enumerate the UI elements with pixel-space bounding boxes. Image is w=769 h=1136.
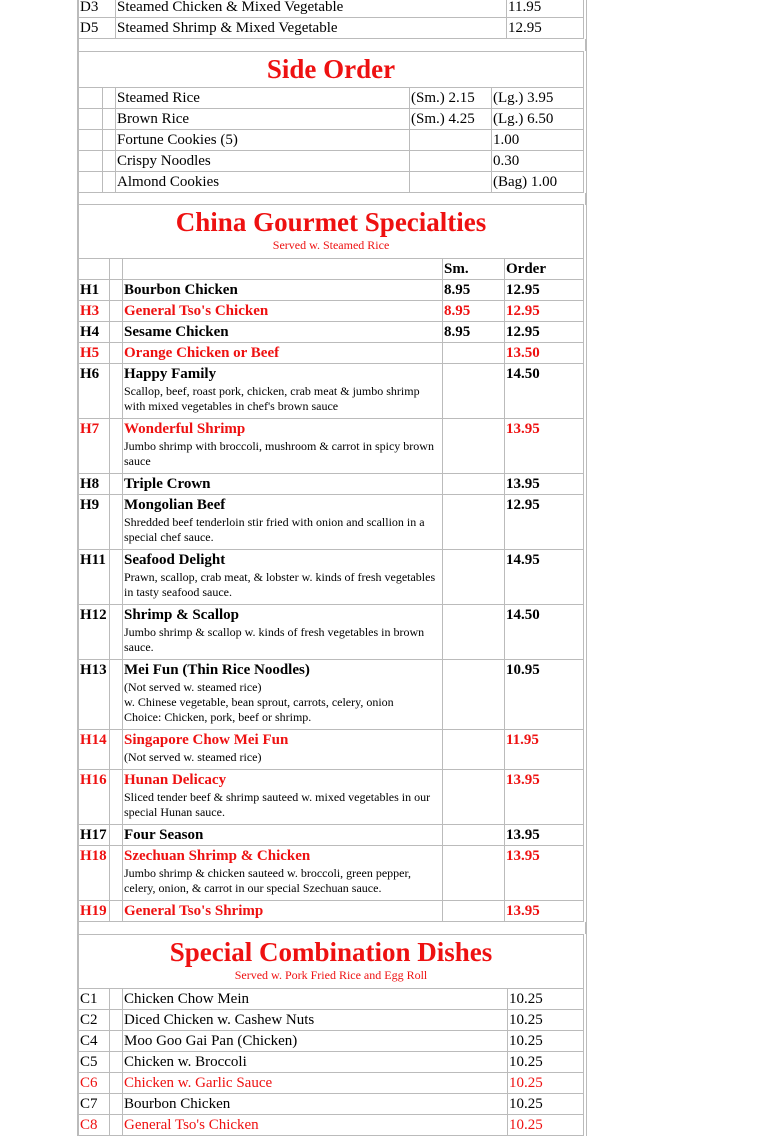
item-code: H18 xyxy=(79,846,110,901)
item-name: Hunan Delicacy xyxy=(124,772,227,788)
large-price: (Lg.) 6.50 xyxy=(492,109,584,130)
item-name: Wonderful Shrimp xyxy=(124,421,246,437)
small-price xyxy=(443,825,505,846)
large-price: 1.00 xyxy=(492,130,584,151)
item-code: C7 xyxy=(79,1094,110,1115)
specialties-table xyxy=(78,204,584,922)
item-code: H13 xyxy=(79,660,110,730)
small-price xyxy=(443,846,505,901)
blank-cell xyxy=(110,1031,123,1052)
item-code: D3 xyxy=(79,0,116,18)
blank-cell xyxy=(110,419,123,474)
specialty-row xyxy=(79,901,584,922)
specialty-row xyxy=(79,364,584,419)
blank-cell xyxy=(79,88,103,109)
order-price: 12.95 xyxy=(505,301,584,322)
item-price: 10.25 xyxy=(508,1115,584,1136)
item-name: Almond Cookies xyxy=(116,172,410,193)
item-code: H8 xyxy=(79,474,110,495)
order-price: 13.95 xyxy=(505,419,584,474)
header-sm: Sm. xyxy=(443,259,505,280)
item-code: C8 xyxy=(79,1115,110,1136)
specialties-section xyxy=(77,204,587,934)
specialty-row xyxy=(79,343,584,364)
combination-section xyxy=(77,934,587,1136)
blank-cell xyxy=(110,301,123,322)
blank-cell xyxy=(79,130,103,151)
item-name: Sesame Chicken xyxy=(124,324,229,340)
order-price: 14.50 xyxy=(505,364,584,419)
combination-row xyxy=(79,1031,584,1052)
item-price: 10.25 xyxy=(508,1094,584,1115)
small-price xyxy=(443,605,505,660)
small-price xyxy=(410,151,492,172)
item-code: C6 xyxy=(79,1073,110,1094)
blank-cell xyxy=(110,825,123,846)
item-code: H12 xyxy=(79,605,110,660)
combination-row xyxy=(79,1115,584,1136)
blank-cell xyxy=(110,322,123,343)
blank-cell xyxy=(110,660,123,730)
side-order-row xyxy=(79,172,584,193)
order-price: 13.50 xyxy=(505,343,584,364)
order-price: 13.95 xyxy=(505,770,584,825)
item-code: H3 xyxy=(79,301,110,322)
item-price: 10.25 xyxy=(508,1073,584,1094)
item-code: C1 xyxy=(79,989,110,1010)
small-price xyxy=(443,550,505,605)
header-blank xyxy=(110,259,123,280)
item-code: H5 xyxy=(79,343,110,364)
large-price: (Lg.) 3.95 xyxy=(492,88,584,109)
item-code: H16 xyxy=(79,770,110,825)
item-name: Triple Crown xyxy=(124,476,211,492)
small-price xyxy=(443,343,505,364)
combination-subtitle: Served w. Pork Fried Rice and Egg Roll xyxy=(234,968,428,982)
order-price: 14.50 xyxy=(505,605,584,660)
item-cell xyxy=(123,846,443,901)
specialty-row xyxy=(79,550,584,605)
small-price: (Sm.) 4.25 xyxy=(410,109,492,130)
blank-cell xyxy=(110,343,123,364)
item-code: H9 xyxy=(79,495,110,550)
item-name: Steamed Shrimp & Mixed Vegetable xyxy=(116,18,507,39)
small-price: 8.95 xyxy=(443,301,505,322)
order-price: 13.95 xyxy=(505,825,584,846)
large-price: 0.30 xyxy=(492,151,584,172)
combination-row xyxy=(79,1094,584,1115)
order-price: 13.95 xyxy=(505,901,584,922)
item-code: C4 xyxy=(79,1031,110,1052)
combination-row xyxy=(79,1073,584,1094)
specialty-row xyxy=(79,474,584,495)
item-cell xyxy=(123,343,443,364)
side-order-table xyxy=(78,51,584,193)
small-price xyxy=(443,770,505,825)
item-code: H7 xyxy=(79,419,110,474)
item-name: Mongolian Beef xyxy=(124,497,226,513)
side-order-row xyxy=(79,109,584,130)
item-description: Jumbo shrimp & scallop w. kinds of fresh vegetables in brown sauce. xyxy=(124,625,425,654)
item-name: Orange Chicken or Beef xyxy=(124,345,280,361)
item-cell xyxy=(123,419,443,474)
item-name: General Tso's Chicken xyxy=(124,303,269,319)
item-code: H6 xyxy=(79,364,110,419)
small-price xyxy=(410,172,492,193)
item-cell xyxy=(123,301,443,322)
item-cell xyxy=(123,322,443,343)
blank-cell xyxy=(79,151,103,172)
menu-row xyxy=(79,0,584,18)
specialties-title: China Gourmet Specialties xyxy=(175,207,487,237)
item-name: Szechuan Shrimp & Chicken xyxy=(124,848,311,864)
blank-cell xyxy=(79,109,103,130)
side-order-title-cell xyxy=(79,52,584,88)
specialty-row xyxy=(79,770,584,825)
item-name: Brown Rice xyxy=(116,109,410,130)
top-table xyxy=(78,0,584,39)
small-price xyxy=(443,495,505,550)
small-price xyxy=(443,419,505,474)
section-gap xyxy=(78,39,586,51)
blank-cell xyxy=(110,364,123,419)
combination-table xyxy=(78,934,584,1136)
item-description: (Not served w. steamed rice) w. Chinese vegetable, bean sprout, carrots, celery, onion Choice: Chicken, pork, beef or shrimp. xyxy=(124,680,394,724)
item-description: (Not served w. steamed rice) xyxy=(124,750,262,764)
blank-cell xyxy=(110,901,123,922)
header-order: Order xyxy=(505,259,584,280)
small-price xyxy=(443,901,505,922)
side-order-row xyxy=(79,130,584,151)
item-cell xyxy=(123,770,443,825)
combination-title: Special Combination Dishes xyxy=(169,937,493,967)
item-name: Moo Goo Gai Pan (Chicken) xyxy=(123,1031,508,1052)
item-price: 10.25 xyxy=(508,1052,584,1073)
side-order-title: Side Order xyxy=(266,54,396,84)
item-name: Chicken Chow Mein xyxy=(123,989,508,1010)
specialty-row xyxy=(79,280,584,301)
combination-row xyxy=(79,1010,584,1031)
small-price xyxy=(443,730,505,770)
item-price: 10.25 xyxy=(508,1010,584,1031)
combination-row xyxy=(79,1052,584,1073)
item-name: Crispy Noodles xyxy=(116,151,410,172)
item-code: D5 xyxy=(79,18,116,39)
order-price: 12.95 xyxy=(505,495,584,550)
header-blank xyxy=(123,259,443,280)
item-price: 12.95 xyxy=(507,18,584,39)
specialty-row xyxy=(79,730,584,770)
item-cell xyxy=(123,550,443,605)
combination-title-cell xyxy=(79,935,584,989)
item-price: 10.25 xyxy=(508,1031,584,1052)
blank-cell xyxy=(79,172,103,193)
large-price: (Bag) 1.00 xyxy=(492,172,584,193)
blank-cell xyxy=(110,770,123,825)
blank-cell xyxy=(110,989,123,1010)
specialty-row xyxy=(79,419,584,474)
item-price: 10.25 xyxy=(508,989,584,1010)
combination-row xyxy=(79,989,584,1010)
specialties-subtitle: Served w. Steamed Rice xyxy=(272,238,390,252)
item-cell xyxy=(123,364,443,419)
order-price: 11.95 xyxy=(505,730,584,770)
item-name: Diced Chicken w. Cashew Nuts xyxy=(123,1010,508,1031)
side-order-row xyxy=(79,151,584,172)
item-name: Singapore Chow Mei Fun xyxy=(124,732,289,748)
item-name: Seafood Delight xyxy=(124,552,226,568)
specialty-row xyxy=(79,301,584,322)
small-price xyxy=(443,660,505,730)
order-price: 14.95 xyxy=(505,550,584,605)
small-price xyxy=(443,364,505,419)
item-name: Steamed Rice xyxy=(116,88,410,109)
order-price: 12.95 xyxy=(505,322,584,343)
blank-cell xyxy=(110,474,123,495)
item-code: H19 xyxy=(79,901,110,922)
item-description: Scallop, beef, roast pork, chicken, crab meat & jumbo shrimp with mixed vegetables in chef's brown sauce xyxy=(124,384,420,413)
blank-cell xyxy=(110,846,123,901)
order-price: 13.95 xyxy=(505,846,584,901)
blank-cell xyxy=(110,605,123,660)
item-name: General Tso's Shrimp xyxy=(124,903,264,919)
item-code: H1 xyxy=(79,280,110,301)
specialties-title-cell xyxy=(79,205,584,259)
blank-cell xyxy=(110,1010,123,1031)
top-section xyxy=(77,0,587,51)
item-code: H14 xyxy=(79,730,110,770)
item-name: Bourbon Chicken xyxy=(123,1094,508,1115)
small-price: 8.95 xyxy=(443,280,505,301)
item-cell xyxy=(123,605,443,660)
item-cell xyxy=(123,495,443,550)
blank-cell xyxy=(110,1094,123,1115)
small-price xyxy=(443,474,505,495)
menu-row xyxy=(79,18,584,39)
item-name: Chicken w. Garlic Sauce xyxy=(123,1073,508,1094)
item-name: Steamed Chicken & Mixed Vegetable xyxy=(116,0,507,18)
blank-cell xyxy=(110,550,123,605)
item-cell xyxy=(123,901,443,922)
order-price: 12.95 xyxy=(505,280,584,301)
small-price: (Sm.) 2.15 xyxy=(410,88,492,109)
item-name: Happy Family xyxy=(124,366,217,382)
header-blank xyxy=(79,259,110,280)
item-cell xyxy=(123,825,443,846)
item-price: 11.95 xyxy=(507,0,584,18)
order-price: 13.95 xyxy=(505,474,584,495)
specialty-row xyxy=(79,660,584,730)
blank-cell xyxy=(110,1052,123,1073)
blank-cell xyxy=(110,495,123,550)
item-code: C5 xyxy=(79,1052,110,1073)
item-name: Shrimp & Scallop xyxy=(124,607,240,623)
specialty-row xyxy=(79,322,584,343)
item-code: H17 xyxy=(79,825,110,846)
small-price: 8.95 xyxy=(443,322,505,343)
item-name: Chicken w. Broccoli xyxy=(123,1052,508,1073)
item-code: C2 xyxy=(79,1010,110,1031)
blank-cell xyxy=(103,130,116,151)
item-code: H4 xyxy=(79,322,110,343)
side-order-row xyxy=(79,88,584,109)
item-name: Fortune Cookies (5) xyxy=(116,130,410,151)
small-price xyxy=(410,130,492,151)
item-description: Jumbo shrimp & chicken sauteed w. broccoli, green pepper, celery, onion, & carrot in our special Szechuan sauce. xyxy=(124,866,411,895)
blank-cell xyxy=(110,730,123,770)
side-order-section xyxy=(77,51,587,205)
item-cell xyxy=(123,660,443,730)
order-price: 10.95 xyxy=(505,660,584,730)
blank-cell xyxy=(103,109,116,130)
item-description: Prawn, scallop, crab meat, & lobster w. kinds of fresh vegetables in tasty seafood sauce. xyxy=(124,570,436,599)
blank-cell xyxy=(110,1115,123,1136)
specialty-row xyxy=(79,495,584,550)
blank-cell xyxy=(110,280,123,301)
item-name: Four Season xyxy=(124,827,204,843)
item-name: Mei Fun (Thin Rice Noodles) xyxy=(124,662,310,678)
item-name: General Tso's Chicken xyxy=(123,1115,508,1136)
blank-cell xyxy=(103,151,116,172)
blank-cell xyxy=(110,1073,123,1094)
blank-cell xyxy=(103,88,116,109)
specialty-row xyxy=(79,846,584,901)
item-cell xyxy=(123,280,443,301)
item-description: Shredded beef tenderloin stir fried with onion and scallion in a special chef sauce. xyxy=(124,515,425,544)
item-code: H11 xyxy=(79,550,110,605)
item-cell xyxy=(123,730,443,770)
item-name: Bourbon Chicken xyxy=(124,282,238,298)
specialty-row xyxy=(79,605,584,660)
specialty-row xyxy=(79,825,584,846)
section-gap xyxy=(78,922,586,934)
blank-cell xyxy=(103,172,116,193)
item-description: Jumbo shrimp with broccoli, mushroom & carrot in spicy brown sauce xyxy=(124,439,434,468)
item-cell xyxy=(123,474,443,495)
item-description: Sliced tender beef & shrimp sauteed w. mixed vegetables in our special Hunan sauce. xyxy=(124,790,431,819)
